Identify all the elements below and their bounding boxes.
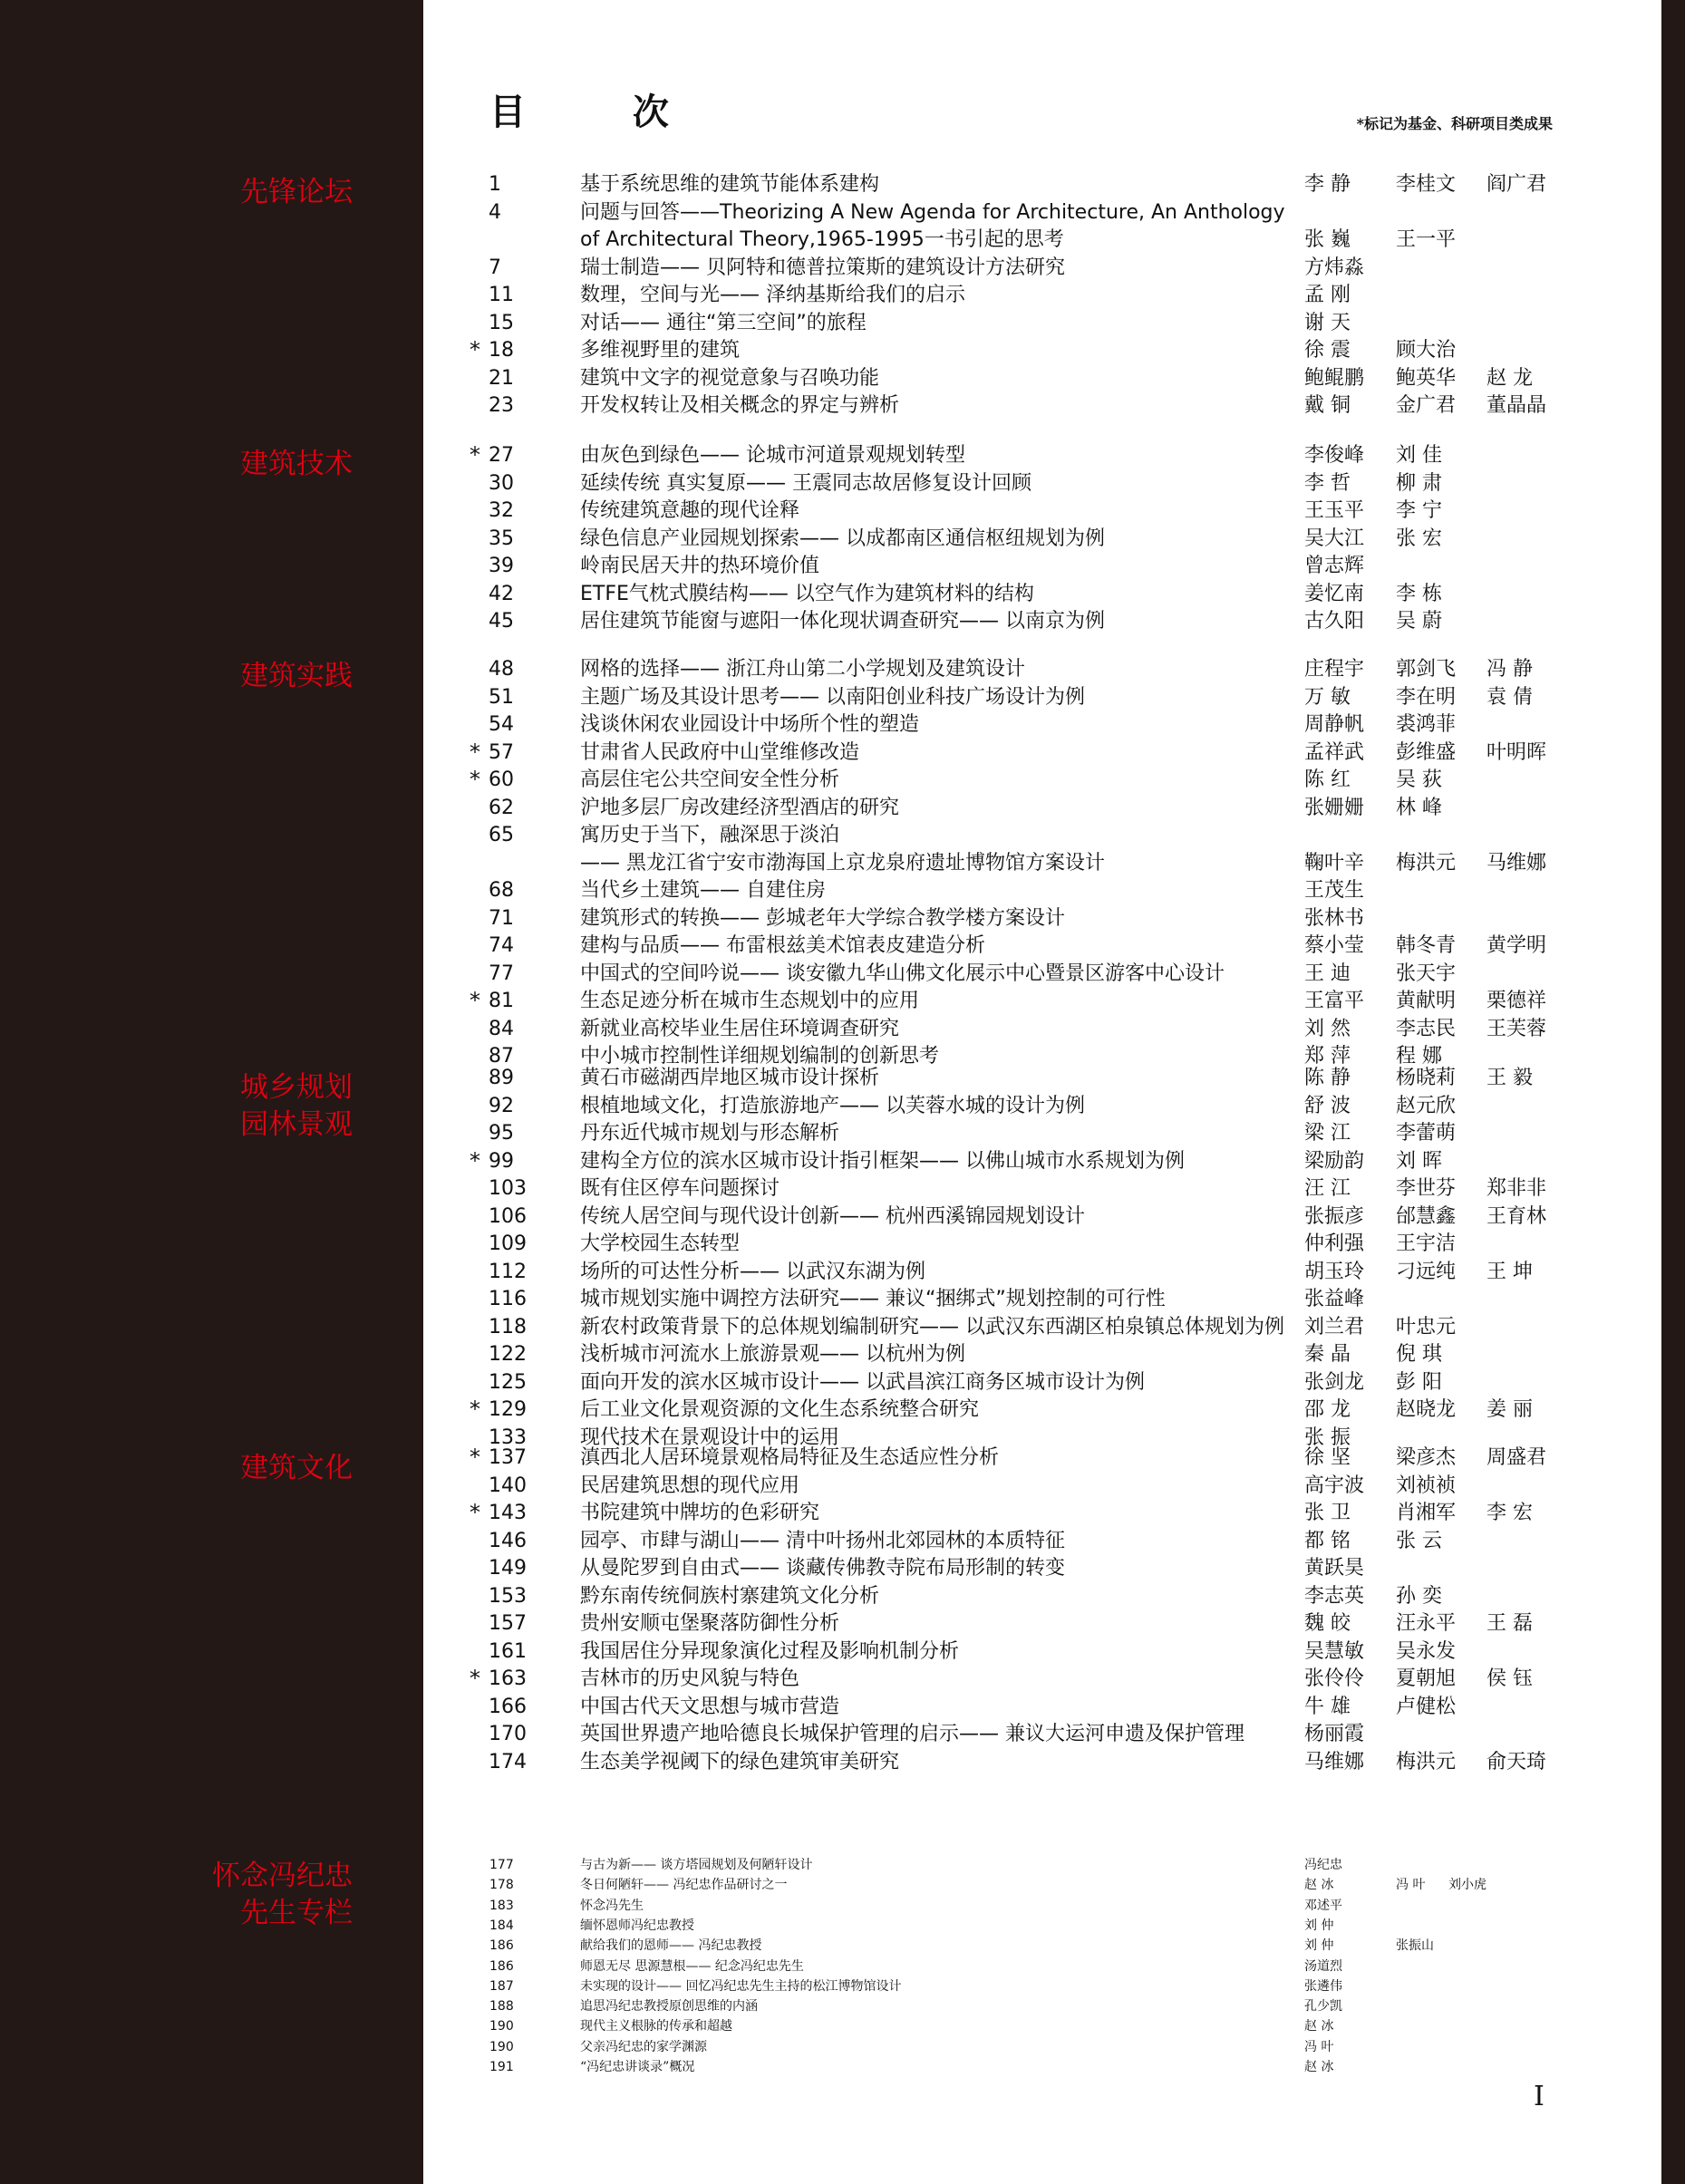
author-name: 刁远纯 <box>1396 1260 1457 1283</box>
section-label: 怀念冯纪忠 先生专栏 <box>212 1860 353 1929</box>
page-number: 125 <box>489 1370 527 1394</box>
article-title: 我国居住分异现象演化过程及影响机制分析 <box>580 1639 960 1663</box>
section-label: 建筑文化 <box>240 1452 353 1484</box>
author-name: 冯 叶 <box>1304 2039 1334 2054</box>
author-name: 梅洪元 <box>1396 851 1457 875</box>
page-number: 186 <box>489 1938 514 1954</box>
article-title: 面向开发的滨水区城市设计—— 以武昌滨江商务区城市设计为例 <box>580 1370 1145 1394</box>
article-title: 新农村政策背景下的总体规划编制研究—— 以武汉东西湖区柏泉镇总体规划为例 <box>580 1315 1284 1338</box>
article-title: 与古为新—— 谈方塔园规划及何陋轩设计 <box>580 1858 813 1872</box>
author-name: 黄学明 <box>1486 934 1547 957</box>
page-number: 35 <box>489 527 514 550</box>
article-title: 新就业高校毕业生居住环境调查研究 <box>580 1017 900 1040</box>
author-name: 韩冬青 <box>1396 934 1457 957</box>
page-number: 187 <box>489 1978 514 1994</box>
author-name: 彭 阳 <box>1396 1370 1442 1394</box>
page-number: 81 <box>489 990 514 1012</box>
page-number: 54 <box>489 713 514 736</box>
article-title: 英国世界遗产地哈德良长城保护管理的启示—— 兼议大运河申遗及保护管理 <box>580 1723 1244 1745</box>
author-name: 孙 奕 <box>1396 1584 1442 1608</box>
article-title: 浅谈休闲农业园设计中场所个性的塑造 <box>580 713 920 736</box>
author-name: 吴 荻 <box>1396 768 1442 791</box>
article-title: 多维视野里的建筑 <box>580 339 741 362</box>
article-title: 城市规划实施中调控方法研究—— 兼议“捆绑式”规划控制的可行性 <box>580 1288 1166 1310</box>
author-name: 冯纪忠 <box>1304 1858 1342 1872</box>
author-name: 王茂生 <box>1304 879 1365 902</box>
page-number: 190 <box>489 2039 514 2054</box>
author-name: 张天宇 <box>1396 962 1457 985</box>
article-title: 中国式的空间吟说—— 谈安徽九华山佛文化展示中心暨景区游客中心设计 <box>580 962 1225 985</box>
author-name: 蔡小莹 <box>1304 934 1365 957</box>
author-name: 赵 冰 <box>1304 1878 1334 1893</box>
author-name: 吴 蔚 <box>1396 610 1442 633</box>
author-name: 李志英 <box>1304 1584 1365 1608</box>
page-number: 99 <box>489 1149 514 1173</box>
right-dark-edge <box>1661 0 1685 2184</box>
author-name: 鲍英华 <box>1396 366 1457 390</box>
article-title: 岭南民居天井的热环境价值 <box>580 555 820 577</box>
page-number: 15 <box>489 311 514 334</box>
author-name: 李世芬 <box>1396 1177 1457 1200</box>
author-name: 王玉平 <box>1304 499 1365 522</box>
author-name: 叶明晖 <box>1486 740 1547 764</box>
author-name: 叶忠元 <box>1396 1315 1457 1338</box>
article-title: ETFE气枕式膜结构—— 以空气作为建筑材料的结构 <box>580 582 1034 605</box>
author-name: 赵元欣 <box>1396 1094 1457 1117</box>
author-name: 马维娜 <box>1304 1750 1365 1773</box>
author-name: 邰慧鑫 <box>1396 1204 1457 1228</box>
author-name: 谢 天 <box>1304 311 1351 334</box>
author-name: 李志民 <box>1396 1017 1457 1040</box>
page-number: 57 <box>489 740 514 764</box>
page-number: 27 <box>489 444 514 467</box>
page-number: 18 <box>489 339 514 362</box>
author-name: 李桂文 <box>1396 173 1457 196</box>
article-title: 从曼陀罗到自由式—— 谈藏传佛教寺院布局形制的转变 <box>580 1557 1065 1580</box>
author-name: 冯 静 <box>1486 658 1533 681</box>
page-number: 51 <box>489 685 514 709</box>
author-name: 张 振 <box>1304 1425 1351 1449</box>
page-number: 157 <box>489 1612 527 1635</box>
author-name: 曾志辉 <box>1304 555 1365 577</box>
author-name: 梁 江 <box>1304 1122 1351 1145</box>
page-number: 84 <box>489 1017 514 1040</box>
page-number: 118 <box>489 1315 527 1338</box>
page-number: 39 <box>489 555 514 577</box>
author-name: 孔少凯 <box>1304 1999 1342 2015</box>
author-name: 刘 晖 <box>1396 1149 1442 1173</box>
author-name: 李 哲 <box>1304 471 1351 495</box>
article-title: of Architectural Theory,1965-1995一书引起的思考 <box>580 228 1064 251</box>
article-title: 建构与品质—— 布雷根兹美术馆表皮建造分析 <box>580 934 985 957</box>
article-title: 问题与回答——Theorizing A New Agenda for Architecture, An Anthology <box>580 200 1285 224</box>
author-name: 郑非非 <box>1486 1177 1547 1200</box>
article-title: 现代主义根脉的传承和超越 <box>580 2019 732 2034</box>
article-title: 当代乡土建筑—— 自建住房 <box>580 879 826 902</box>
article-title: 追思冯纪忠教授原创思维的内涵 <box>580 1999 758 2015</box>
author-name: 张振彦 <box>1304 1204 1365 1228</box>
page-number: 188 <box>489 1999 514 2015</box>
article-title: 滇西北人居环境景观格局特征及生态适应性分析 <box>580 1446 1000 1469</box>
article-title: 未实现的设计—— 回忆冯纪忠先生主持的松江博物馆设计 <box>580 1978 902 1994</box>
article-title: 沪地多层厂房改建经济型酒店的研究 <box>580 796 900 819</box>
author-name: 刘 仲 <box>1304 1938 1334 1954</box>
page-number: 109 <box>489 1232 527 1255</box>
page-number: 60 <box>489 768 514 791</box>
page-number: I <box>1534 2081 1545 2112</box>
author-name: 张振山 <box>1396 1938 1434 1954</box>
author-name: 陈 静 <box>1304 1067 1351 1089</box>
page-number: 74 <box>489 934 514 957</box>
page-number: 23 <box>489 394 514 417</box>
author-name: 孟 刚 <box>1304 284 1351 306</box>
article-title: 后工业文化景观资源的文化生态系统整合研究 <box>580 1398 980 1421</box>
author-name: 程 娜 <box>1396 1045 1442 1068</box>
author-name: 刘 仲 <box>1304 1918 1334 1933</box>
page-number: 21 <box>489 366 514 390</box>
author-name: 俞天琦 <box>1486 1750 1547 1773</box>
author-name: 李 静 <box>1304 173 1351 196</box>
funding-star: * <box>470 988 480 1013</box>
article-title: 网格的选择—— 浙江舟山第二小学规划及建筑设计 <box>580 658 1025 681</box>
article-title: 寓历史于当下，融深思于淡泊 <box>580 824 840 846</box>
page-number: 112 <box>489 1260 527 1283</box>
author-name: 周静帆 <box>1304 713 1365 736</box>
page-number: 42 <box>489 582 514 605</box>
article-title: 书院建筑中牌坊的色彩研究 <box>580 1502 820 1524</box>
page-number: 149 <box>489 1557 527 1580</box>
author-name: 戴 铜 <box>1304 394 1351 417</box>
author-name: 胡玉玲 <box>1304 1260 1365 1283</box>
page-number: 174 <box>489 1750 527 1773</box>
article-title: 高层住宅公共空间安全性分析 <box>580 768 840 791</box>
funding-note: *标记为基金、科研项目类成果 <box>1356 115 1553 132</box>
author-name: 赵晓龙 <box>1396 1398 1457 1421</box>
article-title: 献给我们的恩师—— 冯纪忠教授 <box>580 1938 762 1954</box>
author-name: 鞠叶辛 <box>1304 851 1365 875</box>
author-name: 梁励韵 <box>1304 1149 1365 1173</box>
author-name: 徐 坚 <box>1304 1446 1351 1469</box>
article-title: 黔东南传统侗族村寨建筑文化分析 <box>580 1584 880 1608</box>
page-number: 166 <box>489 1695 527 1718</box>
article-title: 建筑形式的转换—— 彭城老年大学综合教学楼方案设计 <box>580 906 1065 930</box>
author-name: 姜忆南 <box>1304 582 1365 605</box>
author-name: 王 坤 <box>1486 1260 1533 1283</box>
page-number: 129 <box>489 1398 527 1421</box>
article-title: 缅怀恩师冯纪忠教授 <box>580 1918 694 1933</box>
funding-star: * <box>470 1147 480 1174</box>
page-number: 68 <box>489 879 514 902</box>
author-name: 庄程宇 <box>1304 658 1365 681</box>
author-name: 邓述平 <box>1304 1898 1342 1913</box>
article-title: —— 黑龙江省宁安市渤海国上京龙泉府遗址博物馆方案设计 <box>580 851 1105 875</box>
page-number: 45 <box>489 610 514 633</box>
funding-star: * <box>470 442 480 468</box>
author-name: 马维娜 <box>1486 851 1547 875</box>
author-name: 方炜淼 <box>1304 256 1365 279</box>
author-name: 姜 丽 <box>1486 1398 1533 1421</box>
article-title: 园亭、市肆与湖山—— 清中叶扬州北郊园林的本质特征 <box>580 1529 1065 1552</box>
author-name: 刘 佳 <box>1396 444 1442 467</box>
author-name: 金广君 <box>1396 394 1457 417</box>
page-number: 161 <box>489 1639 527 1663</box>
author-name: 王芙蓉 <box>1486 1017 1547 1040</box>
article-title: 开发权转让及相关概念的界定与辨析 <box>580 394 900 417</box>
author-name: 郭剑飞 <box>1396 658 1457 681</box>
page-number: 137 <box>489 1446 527 1469</box>
funding-star: * <box>470 337 480 362</box>
author-name: 徐 震 <box>1304 339 1351 362</box>
author-name: 王一平 <box>1396 228 1457 251</box>
author-name: 侯 钰 <box>1486 1667 1533 1690</box>
article-title: 吉林市的历史风貌与特色 <box>580 1667 800 1690</box>
article-title: 冬日何陋轩—— 冯纪忠作品研讨之一 <box>580 1878 788 1893</box>
author-name: 秦 晶 <box>1304 1343 1351 1366</box>
article-title: 浅析城市河流水上旅游景观—— 以杭州为例 <box>580 1343 965 1366</box>
author-name: 郑 萍 <box>1304 1045 1351 1068</box>
page-number: 4 <box>489 200 501 224</box>
page-number: 95 <box>489 1122 514 1145</box>
author-name: 汪永平 <box>1396 1612 1457 1635</box>
article-title: 由灰色到绿色—— 论城市河道景观规划转型 <box>580 444 965 467</box>
author-name: 黄献明 <box>1396 990 1457 1012</box>
author-name: 梅洪元 <box>1396 1750 1457 1773</box>
author-name: 李 栋 <box>1396 582 1442 605</box>
author-name: 周盛君 <box>1486 1446 1547 1469</box>
article-title: 传统建筑意趣的现代诠释 <box>580 499 800 522</box>
author-name: 倪 琪 <box>1396 1343 1442 1366</box>
page-number: 191 <box>489 2060 514 2074</box>
author-name: 刘兰君 <box>1304 1315 1365 1338</box>
author-name: 邵 龙 <box>1304 1398 1351 1421</box>
page-number: 7 <box>489 256 501 279</box>
page-number: 163 <box>489 1667 527 1690</box>
page-number: 65 <box>489 824 514 846</box>
author-name: 赵 冰 <box>1304 2060 1334 2074</box>
article-title: 根植地域文化，打造旅游地产—— 以芙蓉水城的设计为例 <box>580 1094 1085 1117</box>
author-name: 牛 雄 <box>1304 1695 1351 1718</box>
author-name: 汤道烈 <box>1304 1958 1342 1974</box>
author-name: 舒 波 <box>1304 1094 1351 1117</box>
page-title: 目 次 <box>489 92 716 133</box>
author-name: 王 迪 <box>1304 962 1351 985</box>
article-title: 数理，空间与光—— 泽纳基斯给我们的启示 <box>580 284 965 306</box>
section-label: 城乡规划 园林景观 <box>240 1071 353 1141</box>
page-number: 103 <box>489 1177 527 1200</box>
article-title: 民居建筑思想的现代应用 <box>580 1474 800 1497</box>
author-name: 董晶晶 <box>1486 394 1547 417</box>
funding-star: * <box>470 739 480 765</box>
author-name: 王富平 <box>1304 990 1365 1012</box>
article-title: 居住建筑节能窗与遮阳一体化现状调查研究—— 以南京为例 <box>580 610 1105 633</box>
author-name: 吴永发 <box>1396 1639 1457 1663</box>
page-number: 116 <box>489 1288 527 1310</box>
page-number: 77 <box>489 962 514 985</box>
article-title: 建筑中文字的视觉意象与召唤功能 <box>580 366 880 390</box>
funding-star: * <box>470 767 480 792</box>
page-number: 89 <box>489 1067 514 1089</box>
author-name: 张 云 <box>1396 1529 1442 1552</box>
page-number: 177 <box>489 1858 514 1872</box>
page-number: 178 <box>489 1878 514 1893</box>
author-name: 仲利强 <box>1304 1232 1365 1255</box>
author-name: 裘鸿菲 <box>1396 713 1457 736</box>
author-name: 王育林 <box>1486 1204 1547 1228</box>
article-title: 延续传统 真实复原—— 王震同志故居修复设计回顾 <box>580 471 1031 495</box>
article-title: 中小城市控制性详细规划编制的创新思考 <box>580 1045 940 1068</box>
article-title: 传统人居空间与现代设计创新—— 杭州西溪锦园规划设计 <box>580 1204 1085 1228</box>
page-number: 183 <box>489 1898 514 1913</box>
author-name: 都 铭 <box>1304 1529 1351 1552</box>
page-number: 140 <box>489 1474 527 1497</box>
author-name: 高宇波 <box>1304 1474 1365 1497</box>
author-name: 张 巍 <box>1304 228 1351 251</box>
article-title: 生态足迹分析在城市生态规划中的应用 <box>580 990 920 1012</box>
page-number: 62 <box>489 796 514 819</box>
author-name: 张林书 <box>1304 906 1365 930</box>
page-number: 106 <box>489 1204 527 1228</box>
page-number: 170 <box>489 1723 527 1745</box>
author-name: 吴慧敏 <box>1304 1639 1365 1663</box>
author-name: 魏 皎 <box>1304 1612 1351 1635</box>
article-title: 场所的可达性分析—— 以武汉东湖为例 <box>580 1260 925 1283</box>
author-name: 李 宁 <box>1396 499 1442 522</box>
author-name: 杨丽霞 <box>1304 1723 1365 1745</box>
article-title: 怀念冯先生 <box>580 1898 644 1913</box>
author-name: 古久阳 <box>1304 610 1365 633</box>
page-number: 32 <box>489 499 514 522</box>
author-name: 刘 然 <box>1304 1017 1351 1040</box>
author-name: 林 峰 <box>1396 796 1442 819</box>
author-name: 肖湘军 <box>1396 1502 1457 1524</box>
funding-star: * <box>470 1666 480 1691</box>
article-title: “冯纪忠讲谈录”概况 <box>580 2060 695 2074</box>
author-name: 刘祯祯 <box>1396 1474 1457 1497</box>
funding-star: * <box>470 1396 480 1422</box>
article-title: 绿色信息产业园规划探索—— 以成都南区通信枢纽规划为例 <box>580 527 1105 550</box>
author-name: 鲍鲲鹏 <box>1304 366 1365 390</box>
article-title: 对话—— 通往“第三空间”的旅程 <box>580 311 867 334</box>
article-title: 既有住区停车问题探讨 <box>580 1177 780 1200</box>
author-name: 张姗姗 <box>1304 796 1365 819</box>
article-title: 贵州安顺屯堡聚落防御性分析 <box>580 1612 840 1635</box>
article-title: 主题广场及其设计思考—— 以南阳创业科技广场设计为例 <box>580 685 1085 709</box>
author-name: 梁彦杰 <box>1396 1446 1457 1469</box>
article-title: 甘肃省人民政府中山堂维修改造 <box>580 740 860 764</box>
page-number: 11 <box>489 284 514 306</box>
author-name: 孟祥武 <box>1304 740 1365 764</box>
author-name: 张伶伶 <box>1304 1667 1365 1690</box>
author-name: 李在明 <box>1396 685 1457 709</box>
author-name: 张遴伟 <box>1304 1978 1342 1994</box>
page-number: 1 <box>489 173 501 196</box>
page-number: 133 <box>489 1425 527 1449</box>
author-name: 王 磊 <box>1486 1612 1533 1635</box>
author-name: 赵 冰 <box>1304 2019 1334 2034</box>
author-name: 黄跃昊 <box>1304 1557 1365 1580</box>
left-dark-band <box>0 0 423 2184</box>
author-name: 卢健松 <box>1396 1695 1457 1718</box>
page-number: 92 <box>489 1094 514 1117</box>
page-number: 153 <box>489 1584 527 1608</box>
author-name: 刘小虎 <box>1448 1878 1486 1893</box>
author-name: 张 卫 <box>1304 1502 1351 1524</box>
author-name: 彭维盛 <box>1396 740 1457 764</box>
author-name: 陈 红 <box>1304 768 1351 791</box>
author-name: 张 宏 <box>1396 527 1442 550</box>
article-title: 生态美学视阈下的绿色建筑审美研究 <box>580 1750 900 1773</box>
author-name: 冯 叶 <box>1396 1878 1426 1893</box>
article-title: 大学校园生态转型 <box>580 1232 741 1255</box>
author-name: 王 毅 <box>1486 1067 1533 1089</box>
funding-star: * <box>470 1445 480 1470</box>
article-title: 瑞士制造—— 贝阿特和德普拉策斯的建筑设计方法研究 <box>580 256 1065 279</box>
author-name: 杨晓莉 <box>1396 1067 1457 1089</box>
article-title: 黄石市磁湖西岸地区城市设计探析 <box>580 1067 880 1089</box>
author-name: 栗德祥 <box>1486 990 1547 1012</box>
page-number: 143 <box>489 1502 527 1524</box>
page-number: 186 <box>489 1958 514 1974</box>
author-name: 夏朝旭 <box>1396 1667 1457 1690</box>
author-name: 王宇洁 <box>1396 1232 1457 1255</box>
author-name: 柳 肃 <box>1396 471 1442 495</box>
section-label: 建筑技术 <box>240 448 353 480</box>
funding-star: * <box>470 1500 480 1525</box>
page-number: 30 <box>489 471 514 495</box>
author-name: 阎广君 <box>1486 173 1547 196</box>
author-name: 袁 倩 <box>1486 685 1533 709</box>
article-title: 父亲冯纪忠的家学渊源 <box>580 2039 707 2054</box>
section-label: 建筑实践 <box>240 660 353 692</box>
author-name: 李 宏 <box>1486 1502 1533 1524</box>
page-number: 122 <box>489 1343 527 1366</box>
article-title: 中国古代天文思想与城市营造 <box>580 1695 840 1718</box>
page-number: 190 <box>489 2019 514 2034</box>
page-number: 146 <box>489 1529 527 1552</box>
article-title: 建构全方位的滨水区城市设计指引框架—— 以佛山城市水系规划为例 <box>580 1149 1185 1173</box>
article-title: 基于系统思维的建筑节能体系建构 <box>580 173 880 196</box>
author-name: 李俊峰 <box>1304 444 1365 467</box>
author-name: 赵 龙 <box>1486 366 1533 390</box>
author-name: 张剑龙 <box>1304 1370 1365 1394</box>
author-name: 张益峰 <box>1304 1288 1365 1310</box>
author-name: 万 敏 <box>1304 685 1351 709</box>
page-number: 87 <box>489 1045 514 1068</box>
author-name: 李蕾萌 <box>1396 1122 1457 1145</box>
author-name: 吴大江 <box>1304 527 1365 550</box>
page-number: 71 <box>489 906 514 930</box>
article-title: 师恩无尽 思源慧根—— 纪念冯纪忠先生 <box>580 1958 804 1974</box>
author-name: 顾大治 <box>1396 339 1457 362</box>
author-name: 汪 江 <box>1304 1177 1351 1200</box>
page-number: 184 <box>489 1918 514 1933</box>
article-title: 丹东近代城市规划与形态解析 <box>580 1122 840 1145</box>
article-title: 现代技术在景观设计中的运用 <box>580 1425 840 1449</box>
page-number: 48 <box>489 658 514 681</box>
section-label: 先锋论坛 <box>240 176 353 208</box>
